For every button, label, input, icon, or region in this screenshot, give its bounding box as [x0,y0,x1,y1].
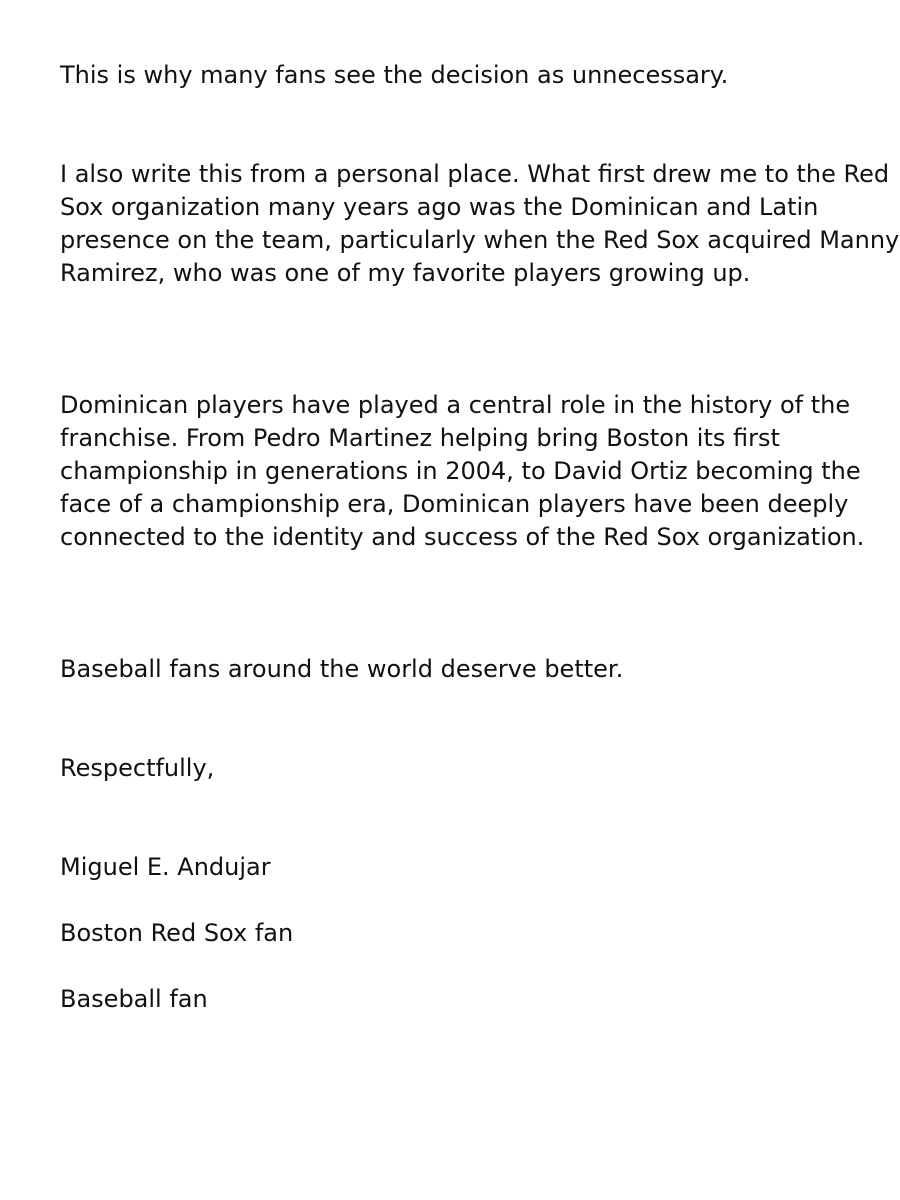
closing-salutation: Respectfully, [60,754,215,782]
paragraph-conclusion: Baseball fans around the world deserve better. [60,655,624,683]
paragraph-personal: I also write this from a personal place. What first drew me to the Red Sox organization many years ago was the Dominican and Latin presence on the team, particularly when the Red Sox acquired Manny Ramirez, who was one of my favorite players growing up. [60,160,900,287]
signature-name: Miguel E. Andujar [60,853,271,881]
paragraph-dominican-history: Dominican players have played a central role in the history of the franchise. From Pedro Martinez helping bring Boston its first championship in generations in 2004, to David Ortiz becoming the face of a championship era, Dominican players have been deeply connected to the identity and success of the Red Sox organization. [60,391,865,551]
signature-title-2: Baseball fan [60,985,208,1013]
signature-title-1: Boston Red Sox fan [60,919,294,947]
paragraph-intro: This is why many fans see the decision as unnecessary. [60,61,729,89]
